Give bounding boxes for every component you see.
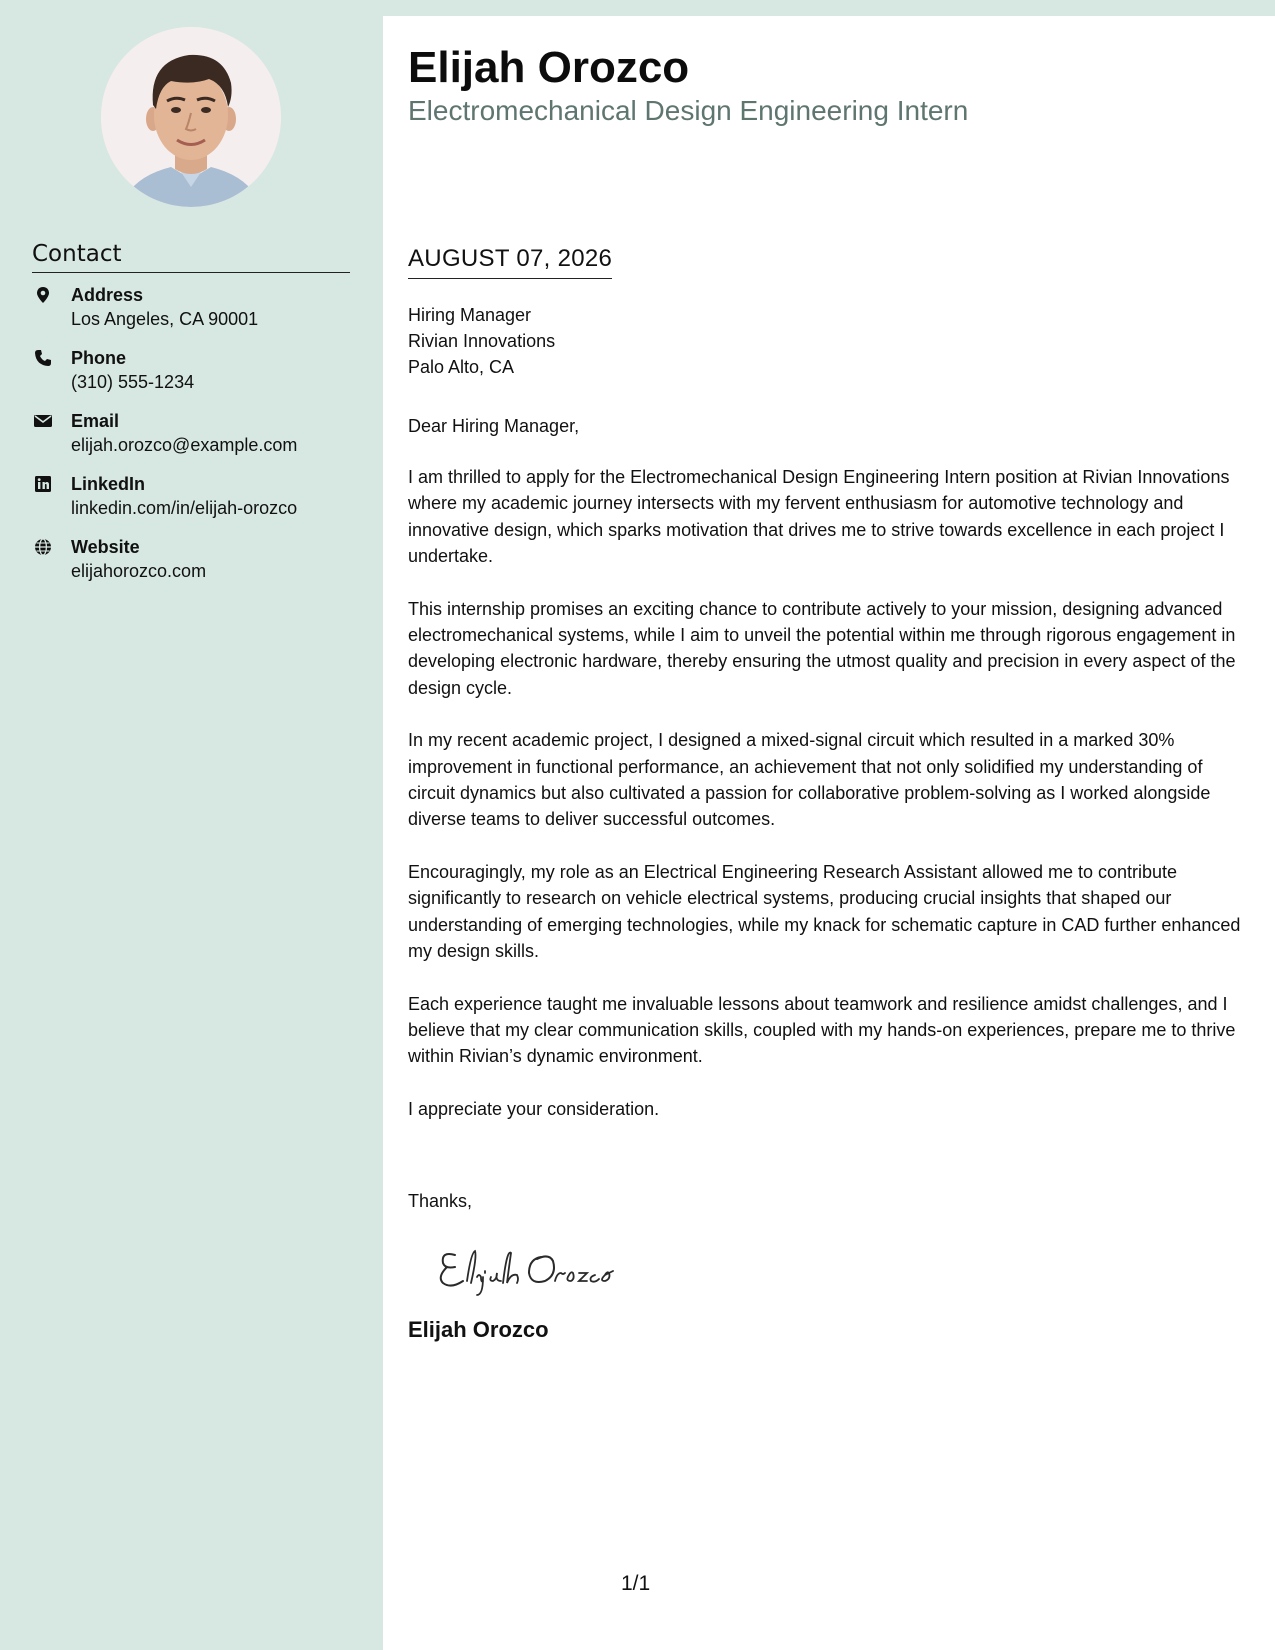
contact-item-linkedin xyxy=(32,472,362,535)
contact-label: Address xyxy=(71,285,144,305)
contact-label: Website xyxy=(71,537,140,557)
contact-list xyxy=(32,283,362,598)
contact-heading: Contact xyxy=(32,240,350,273)
recipient-block xyxy=(408,302,555,380)
contact-label: Phone xyxy=(71,348,127,368)
contact-value: (310) 555-1234 xyxy=(71,372,195,392)
recipient-line: Hiring Manager xyxy=(408,305,532,325)
contact-item-email xyxy=(32,409,362,472)
contact-item-phone xyxy=(32,346,362,409)
contact-value: elijahorozco.com xyxy=(71,561,207,581)
applicant-name: Elijah Orozco xyxy=(408,43,690,92)
body-paragraph: I appreciate your consideration. xyxy=(408,1098,660,1119)
body-paragraph: Each experience taught me invaluable lessons about teamwork and resilience amidst challenges, and I believe that my clear communication skills, coupled with my hands-on experiences, prepare me to thrive within Rivian’s dynamic environment. xyxy=(408,993,1236,1067)
avatar xyxy=(101,27,281,207)
envelope-icon xyxy=(34,412,52,430)
map-pin-icon xyxy=(34,286,52,304)
salutation: Dear Hiring Manager, xyxy=(408,416,580,436)
recipient-line: Palo Alto, CA xyxy=(408,357,515,377)
letter-main xyxy=(383,16,1275,1650)
applicant-title: Electromechanical Design Engineering Intern xyxy=(408,95,969,126)
contact-item-address xyxy=(32,283,362,346)
contact-value: elijah.orozco@example.com xyxy=(71,435,298,455)
contact-label: Email xyxy=(71,411,120,431)
sidebar xyxy=(0,0,383,1650)
contact-value: linkedin.com/in/elijah-orozco xyxy=(71,498,298,518)
contact-item-website xyxy=(32,535,362,598)
signature xyxy=(433,1237,663,1297)
page-number: 1/1 xyxy=(621,1572,651,1595)
recipient-line: Rivian Innovations xyxy=(408,331,556,351)
contact-value: Los Angeles, CA 90001 xyxy=(71,309,259,329)
body-paragraph: This internship promises an exciting chance to contribute actively to your mission, designing advanced electromechanical systems, while I aim to unveil the potential within me through rigorous engagement in developing electronic hardware, thereby ensuring the utmost quality and precision in every aspect of the design cycle. xyxy=(408,598,1236,698)
letter-body xyxy=(408,464,1250,1148)
letter-date: AUGUST 07, 2026 xyxy=(408,244,612,279)
closing: Thanks, xyxy=(408,1191,473,1211)
globe-icon xyxy=(34,538,52,556)
body-paragraph: I am thrilled to apply for the Electromechanical Design Engineering Intern position at Rivian Innovations where my academic journey intersects with my fervent enthusiasm for automotive technology and innovative design, which sparks motivation that drives me to strive towards excellence in each project I undertake. xyxy=(408,467,1230,567)
body-paragraph: Encouragingly, my role as an Electrical Engineering Research Assistant allowed me to contribute significantly to research on vehicle electrical systems, producing crucial insights that shaped our understanding of emerging technologies, while my knack for schematic capture in CAD further enhanced my design skills. xyxy=(408,861,1241,962)
body-paragraph: In my recent academic project, I designed a mixed-signal circuit which resulted in a marked 30% improvement in functional performance, an achievement that not only solidified my understanding of circuit dynamics but also cultivated a passion for collaborative problem-solving as I worked alongside diverse teams to deliver successful outcomes. xyxy=(408,730,1211,830)
contact-label: LinkedIn xyxy=(71,474,146,494)
signer-name: Elijah Orozco xyxy=(408,1317,549,1342)
phone-icon xyxy=(34,349,52,367)
linkedin-icon xyxy=(34,475,52,493)
